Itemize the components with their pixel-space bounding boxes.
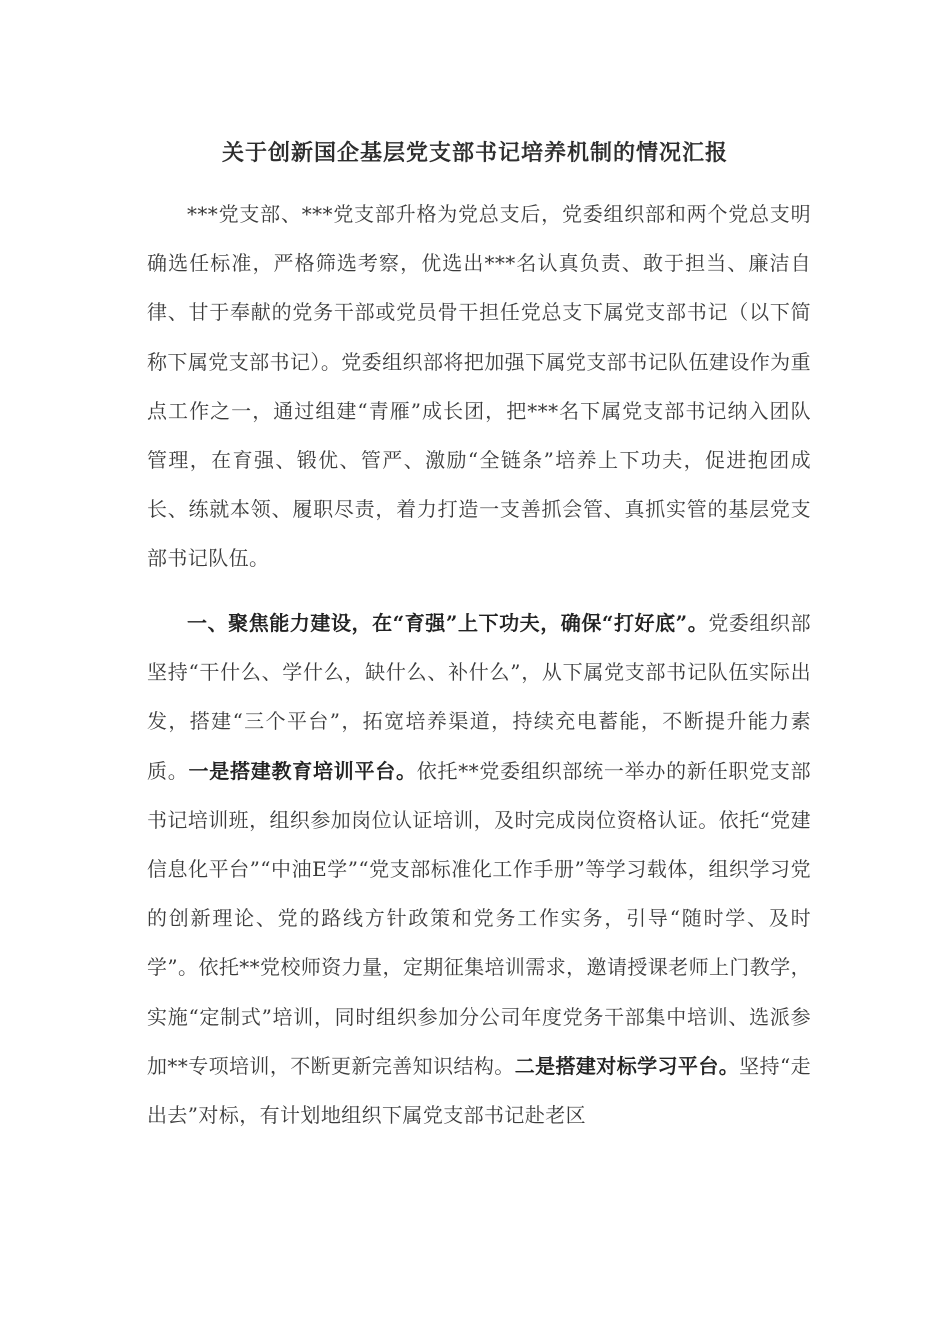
point-2-text: 坚持“走出去”对标，有计划地组织下属党支部书记赴老区 xyxy=(147,1053,811,1128)
document-title: 关于创新国企基层党支部书记培养机制的情况汇报 xyxy=(221,140,728,166)
section-1-paragraph xyxy=(147,599,811,1140)
section-1-heading: 一、聚焦能力建设，在“育强”上下功夫，确保“打好底”。 xyxy=(187,611,709,635)
section-1-text: 党委组织部坚持“干什么、学什么，缺什么、补什么”，从下属党支部书记队伍实际出发，搭建“三个平台”，拓宽培养渠道，持续充电蓄能，不断提升能力素质。 xyxy=(147,611,811,783)
point-1-text: 依托**党委组织部统一举办的新任职党支部书记培训班，组织参加岗位认证培训，及时完成岗位资格认证。依托“党建信息化平台”“中油E学”“党支部标准化工作手册”等学习载体，组织学习党的创新理论、党的路线方针政策和党务工作实务，引导“随时学、及时学”。依托**党校师资力量，定期征集培训需求，邀请授课老师上门教学，实施“定制式”培训，同时组织参加分公司年度党务干部集中培训、选派参加**专项培训，不断更新完善知识结构。 xyxy=(147,758,811,1078)
intro-paragraph: ***党支部、***党支部升格为党总支后，党委组织部和两个党总支明确选任标准，严格筛选考察，优选出***名认真负责、敢于担当、廉洁自律、甘于奉献的党务干部或党员骨干担任党总支下属党支部书记（以下简称下属党支部书记）。党委组织部将把加强下属党支部书记队伍建设作为重点工作之一，通过组建“青雁”成长团，把***名下属党支部书记纳入团队管理，在育强、锻优、管严、激励“全链条”培养上下功夫，促进抱团成长、练就本领、履职尽责，着力打造一支善抓会管、真抓实管的基层党支部书记队伍。 xyxy=(147,202,811,571)
point-1-heading: 一是搭建教育培训平台。 xyxy=(188,758,417,783)
point-2-heading: 二是搭建对标学习平台。 xyxy=(514,1053,740,1078)
